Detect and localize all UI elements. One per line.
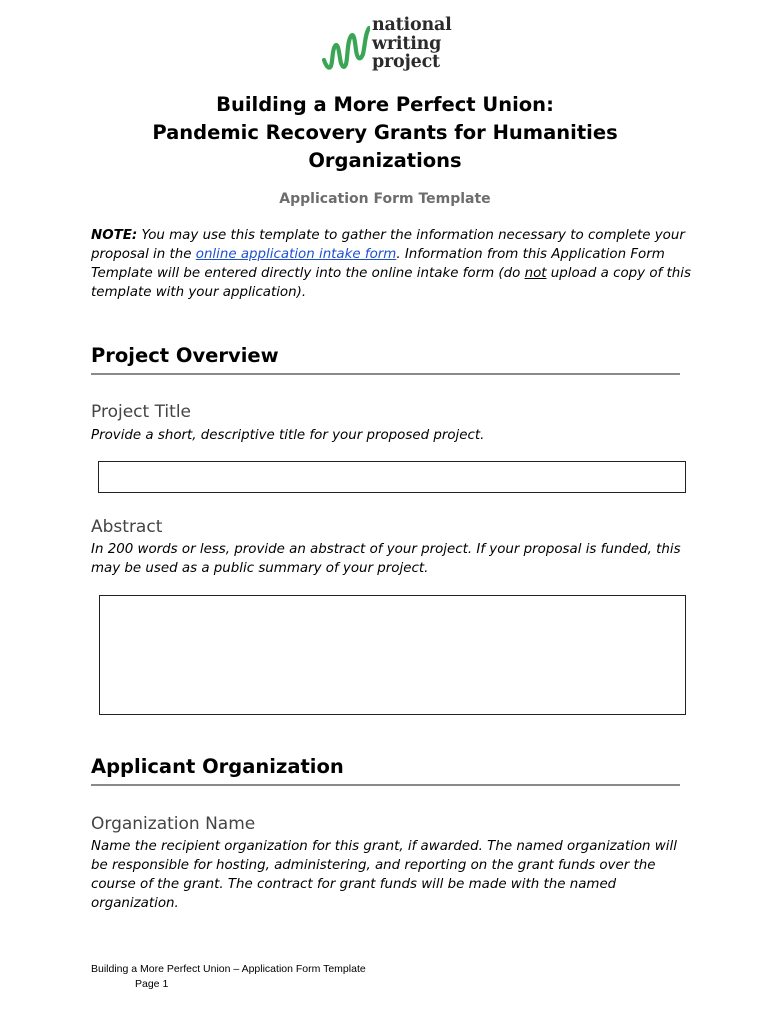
project-title-field[interactable]: [98, 461, 686, 493]
abstract-help: In 200 words or less, provide an abstract of your project. If your proposal is funded, this may be used as a public summary of your project.: [91, 542, 681, 576]
logo-line-1: national: [372, 15, 452, 35]
footer-text: Building a More Perfect Union – Application Form Template: [91, 963, 366, 975]
note-text-3: upload a copy of this template with your application).: [91, 266, 691, 300]
note-text-1: You may use this template to gather the information necessary to complete your proposal in the: [91, 228, 685, 262]
section-heading-project-overview: Project Overview: [91, 344, 680, 375]
note-underlined-not: not: [524, 266, 547, 281]
logo-line-2: writing: [372, 33, 442, 54]
note-paragraph: [91, 226, 691, 302]
abstract-field[interactable]: [99, 595, 686, 715]
online-intake-form-link[interactable]: online application intake form: [195, 247, 397, 262]
title-line-3: Organizations: [308, 149, 462, 172]
title-line-1: Building a More Perfect Union:: [216, 93, 554, 116]
title-line-2: Pandemic Recovery Grants for Humanities: [152, 121, 618, 144]
abstract-label: Abstract: [91, 517, 163, 537]
note-label: NOTE:: [91, 228, 138, 243]
organization-name-help: Name the recipient organization for this grant, if awarded. The named organization will be responsible for hosting, administering, and reporting on the grant funds over the course of the grant. The contract for grant funds will be made with the named organization.: [91, 839, 677, 911]
nwp-logo: [320, 14, 455, 76]
project-title-label: Project Title: [91, 402, 191, 422]
section-heading-applicant-organization: Applicant Organization: [91, 755, 680, 786]
document-title: [90, 91, 680, 175]
page-footer: [91, 962, 366, 992]
organization-name-label: Organization Name: [91, 814, 256, 834]
nwp-logo-mark-icon: [320, 22, 370, 84]
note-text-2: . Information from this Application Form Template will be entered directly into the online intake form (do: [91, 247, 665, 281]
page-number: Page 1: [135, 978, 169, 990]
project-title-help: Provide a short, descriptive title for your proposed project.: [91, 428, 485, 443]
logo-line-3: project: [372, 52, 440, 72]
nwp-logo-text: [372, 16, 452, 72]
document-subtitle: Application Form Template: [279, 191, 491, 207]
